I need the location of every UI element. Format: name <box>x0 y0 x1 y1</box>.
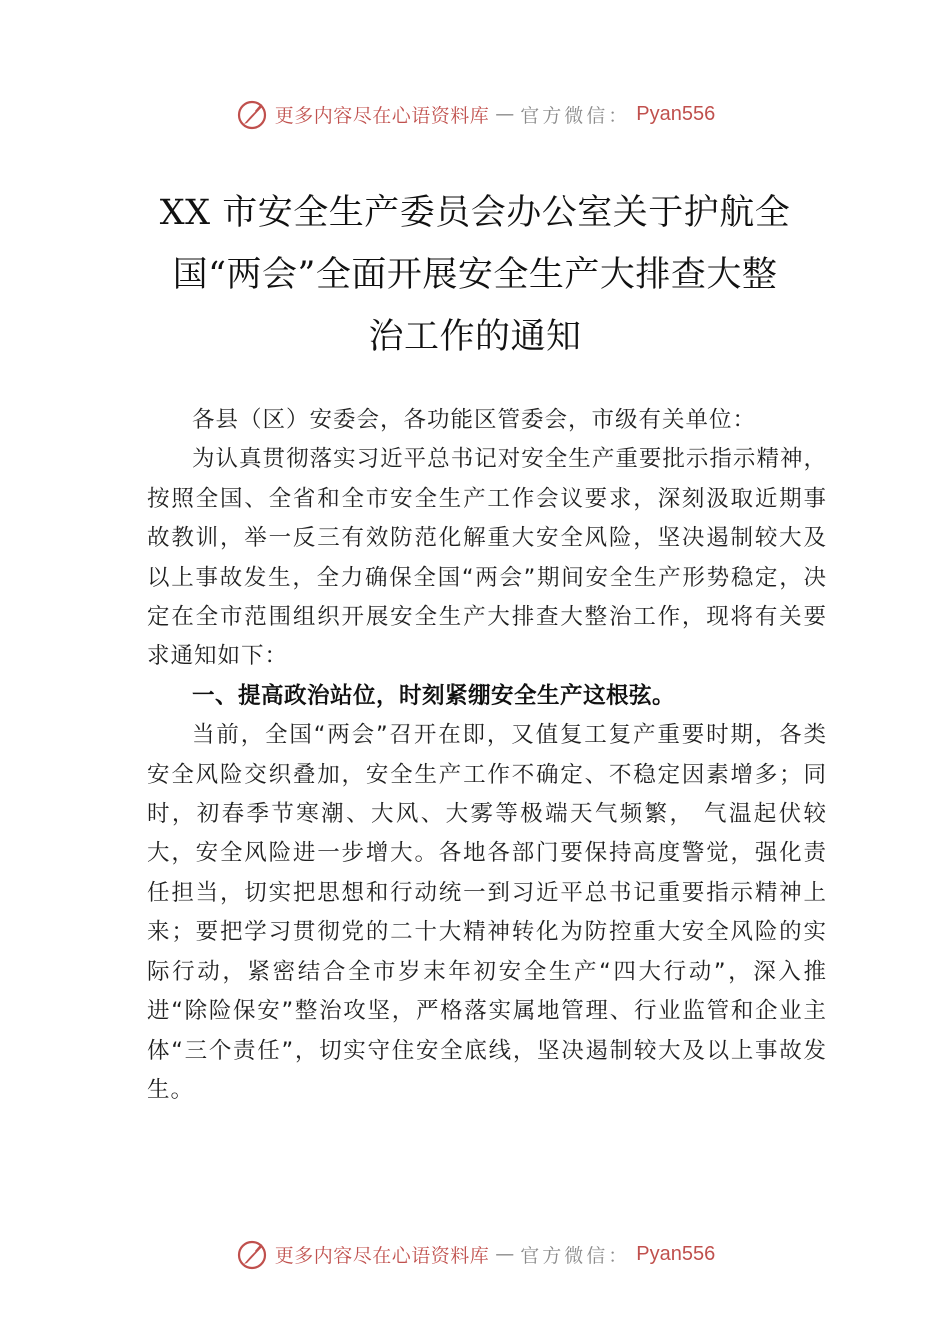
section-paragraph: 当前，全国“两会”召开在即，又值复工复产重要时期，各类安全风险交织叠加，安全生产工作不确定、不稳定因素增多；同时，初春季节寒潮、大风、大雾等极端天气频繁， 气温起伏较大，安全风险进一步增大。各地各部门要保持高度警觉，强化责任担当，切实把思想和行动统一到习近平总书记重要指示精神上来；要把学习贯彻党的二十大精神转化为防控重大安全风险的实际行动，紧密结合全市岁末年初安全生产“四大行动”，深入推进“除险保安”整治攻坚，严格落实属地管理、行业监管和企业主体“三个责任”，切实守住安全底线，坚决遏制较大及以上事故发生。 <box>147 722 827 1103</box>
section-heading: 一、提高政治站位，时刻紧绷安全生产这根弦。 <box>192 682 676 709</box>
intro-paragraph: 为认真贯彻落实习近平总书记对安全生产重要批示指示精神，按照全国、全省和全市安全生产工作会议要求，深刻汲取近期事故教训，举一反三有效防范化解重大安全风险，坚决遏制较大及以上事故发生，全力确保全国“两会”期间安全生产形势稳定，决定在全市范围组织开展安全生产大排查大整治工作，现将有关要求通知如下： <box>147 446 827 670</box>
wechat-id: Pyan556 <box>636 1242 716 1265</box>
wechat-id: Pyan556 <box>636 102 716 125</box>
salutation: 各县（区）安委会，各功能区管委会，市级有关单位： <box>192 407 757 433</box>
feather-pen-circle-icon <box>235 97 269 131</box>
header-banner <box>0 94 950 134</box>
wechat-label: 官方微信： <box>520 104 631 127</box>
document-title <box>140 182 810 368</box>
banner-text: 更多内容尽在心语资料库 <box>274 104 490 127</box>
banner-text: 更多内容尽在心语资料库 <box>274 1244 490 1267</box>
document-body <box>147 401 827 1110</box>
banner-separator: — <box>495 1243 515 1265</box>
title-line: 国“两会”全面开展安全生产大排查大整 <box>172 255 778 295</box>
footer-banner <box>0 1234 950 1274</box>
title-line: 治工作的通知 <box>368 317 582 357</box>
wechat-label: 官方微信： <box>520 1244 631 1267</box>
title-line: XX 市安全生产委员会办公室关于护航全 <box>159 193 791 233</box>
feather-pen-circle-icon <box>235 1237 269 1271</box>
banner-separator: — <box>495 103 515 125</box>
